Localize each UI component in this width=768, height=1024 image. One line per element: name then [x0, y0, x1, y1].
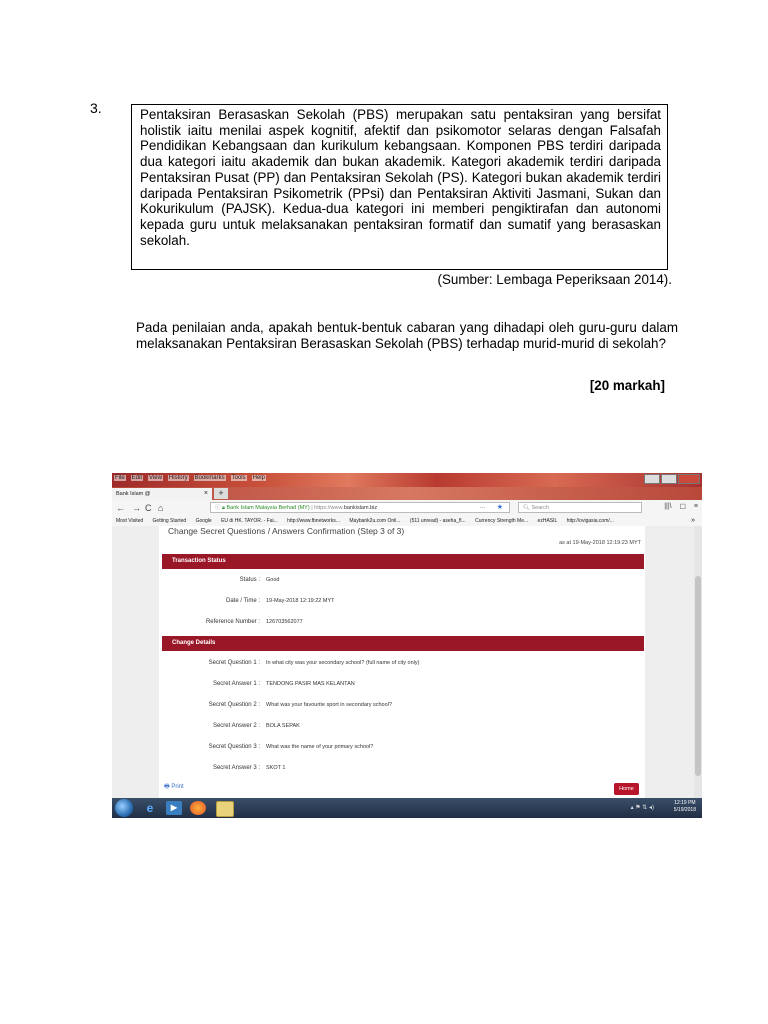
home-button[interactable]: Home	[614, 783, 639, 795]
table-row	[162, 653, 644, 674]
system-tray-icons[interactable]: ▴ ⚑ ⇅ ◂)	[630, 805, 654, 811]
page-scrollbar[interactable]	[694, 526, 702, 798]
table-row	[162, 716, 644, 737]
row-label: Secret Question 1 :	[208, 660, 260, 666]
row-label: Secret Question 3 :	[208, 744, 260, 750]
source-citation: (Sumber: Lembaga Peperiksaan 2014).	[437, 272, 672, 287]
bank-page	[159, 526, 645, 798]
menu-tools[interactable]: Tools	[231, 475, 246, 481]
page-actions-icon[interactable]: ···	[479, 505, 485, 511]
bookmark-item[interactable]: Google	[195, 518, 212, 524]
table-row	[162, 758, 644, 779]
menu-view[interactable]: View	[149, 475, 162, 481]
close-window-button[interactable]	[678, 474, 700, 484]
row-label: Secret Answer 3 :	[212, 765, 260, 771]
menu-edit[interactable]: Edit	[131, 475, 143, 481]
home-icon[interactable]: ⌂	[158, 503, 164, 513]
bookmark-item[interactable]: http://ovigasia.com/...	[566, 518, 614, 524]
row-value: TENDONG PASIR MAS KELANTAN	[266, 681, 355, 687]
url-domain: bankislam.biz	[343, 505, 378, 511]
browser-viewport	[112, 526, 702, 798]
firefox-icon[interactable]	[190, 801, 206, 815]
start-button[interactable]	[115, 799, 133, 817]
bookmark-item[interactable]: (511 unread) - aseha_fl...	[409, 518, 466, 524]
table-row	[162, 674, 644, 695]
site-identity: Bank Islam Malaysia Berhad (MY)	[226, 505, 310, 511]
row-value: What was the name of your primary school?	[266, 744, 374, 750]
tab-bank-islam[interactable]	[112, 488, 212, 500]
maximize-button[interactable]	[661, 474, 677, 484]
table-row	[162, 695, 644, 716]
bookmark-star-icon[interactable]: ★	[496, 504, 503, 511]
bookmark-item[interactable]: Getting Started	[152, 518, 187, 524]
row-label: Date / Time :	[225, 598, 260, 604]
table-row	[162, 591, 644, 612]
row-value: What was your favourite sport in secondary school?	[266, 702, 392, 708]
row-label: Secret Answer 1 :	[212, 681, 260, 687]
table-row	[162, 612, 644, 633]
row-value: 126703562077	[266, 619, 303, 625]
row-value: BOLA SEPAK	[266, 723, 300, 729]
menu-history[interactable]: History	[168, 475, 188, 481]
row-value: Good	[266, 577, 280, 583]
media-player-icon[interactable]: ▶	[166, 801, 182, 815]
close-tab-icon[interactable]: ×	[203, 490, 208, 497]
bookmark-item[interactable]: http://www.fbnetworks...	[287, 518, 340, 524]
search-icon: 🔍︎	[523, 505, 530, 511]
menu-file[interactable]: File	[115, 475, 125, 481]
tab-strip	[112, 487, 702, 500]
new-tab-button[interactable]: +	[214, 488, 228, 499]
tab-title: Bank Islam @	[116, 491, 151, 497]
print-link[interactable]	[164, 782, 184, 792]
library-icon[interactable]: |||\	[664, 503, 672, 510]
file-explorer-icon[interactable]	[216, 801, 234, 817]
row-value: In what city was your secondary school? (full name of city only)	[266, 660, 420, 666]
menu-bar	[114, 475, 266, 481]
navigation-bar	[112, 500, 702, 517]
search-placeholder: Search	[531, 505, 549, 511]
browser-titlebar	[112, 473, 702, 487]
transaction-status-header: Transaction Status	[162, 554, 644, 569]
url-prefix: https://www.	[314, 505, 344, 511]
table-row	[162, 737, 644, 758]
table-row	[162, 570, 644, 591]
menu-help[interactable]: Help	[252, 475, 265, 481]
row-label: Secret Answer 2 :	[212, 723, 260, 729]
bookmark-item[interactable]: ezHASIL	[537, 518, 558, 524]
clock[interactable]	[674, 800, 696, 814]
question-context-text: Pentaksiran Berasaskan Sekolah (PBS) merupakan satu pentaksiran yang bersifat holistik iaitu menilai aspek kognitif, afektif dan psikomotor selaras dengan Falsafah Pendidikan Kebangsaan dan kurikulum kebangsaan. Komponen PBS terdiri daripada dua kategori iaitu akademik dan bukan akademik. Kategori akademik terdiri daripada Pentaksiran Pusat (PP) dan Pentaksiran Sekolah (PS). Kategori bukan akademik terdiri daripada Pentaksiran Psikometrik (PPsi) dan Pentaksiran Aktiviti Jasmani, Sukan dan Kokurikulum (PAJSK). Kedua-dua kategori ini memberi pengiktirafan dan autonomi kepada guru untuk melaksanakan pentaksiran formatif dan sumatif yang berasaskan sekolah.	[140, 107, 661, 248]
lock-icon: 🔒︎	[222, 505, 225, 511]
clock-time: 12:19 PM	[674, 800, 696, 806]
bookmark-item[interactable]: Most Visited	[116, 518, 144, 524]
bookmark-item[interactable]: Currency Strength Me...	[475, 518, 529, 524]
window-controls	[644, 474, 700, 484]
question-number: 3.	[90, 100, 102, 116]
clock-date: 5/19/2018	[673, 807, 696, 813]
sidebar-icon[interactable]: ☐	[679, 504, 686, 511]
address-bar[interactable]: ⓘ 🔒︎ Bank Islam Malaysia Berhad (MY) | https://www.bankislam.biz ··· ★	[210, 502, 510, 513]
row-value: 19-May-2018 12:19:22 MYT	[266, 598, 335, 604]
printer-icon: 🖶	[164, 784, 170, 790]
row-label: Reference Number :	[205, 619, 260, 625]
menu-bookmarks[interactable]: Bookmarks	[194, 475, 225, 481]
internet-explorer-icon[interactable]: e	[146, 801, 154, 815]
row-value: SKOT 1	[266, 765, 286, 771]
change-details-header: Change Details	[162, 636, 644, 651]
reload-icon[interactable]: C	[145, 503, 152, 513]
scrollbar-thumb[interactable]	[695, 576, 701, 776]
page-title: Change Secret Questions / Answers Confirmation (Step 3 of 3)	[168, 526, 405, 536]
search-input[interactable]	[518, 502, 642, 513]
bookmark-item[interactable]: Maybank2u.com Onli...	[349, 518, 401, 524]
question-prompt: Pada penilaian anda, apakah bentuk-bentuk cabaran yang dihadapi oleh guru-guru dalam melaksanakan Pentaksiran Berasaskan Sekolah (PBS) terhadap murid-murid di sekolah?	[136, 320, 678, 351]
print-label: Print	[171, 784, 184, 790]
bookmark-item[interactable]: EU di HK. TAYOR. - Fai...	[221, 518, 278, 524]
back-icon[interactable]: ←	[116, 503, 125, 513]
toolbar-right	[664, 503, 698, 511]
minimize-button[interactable]	[644, 474, 660, 484]
forward-icon[interactable]: →	[132, 503, 141, 513]
embedded-screenshot	[112, 473, 702, 818]
bookmarks-overflow-icon[interactable]: »	[691, 517, 695, 524]
question-context-box	[131, 104, 668, 270]
info-icon: ⓘ	[215, 505, 221, 511]
row-label: Status :	[239, 577, 260, 583]
hamburger-menu-icon[interactable]: ≡	[693, 503, 698, 510]
windows-taskbar	[112, 798, 702, 818]
row-label: Secret Question 2 :	[208, 702, 260, 708]
as-at-timestamp: as at 19-May-2018 12:19:23 MYT	[559, 540, 641, 546]
marks-label: [20 markah]	[589, 378, 665, 393]
